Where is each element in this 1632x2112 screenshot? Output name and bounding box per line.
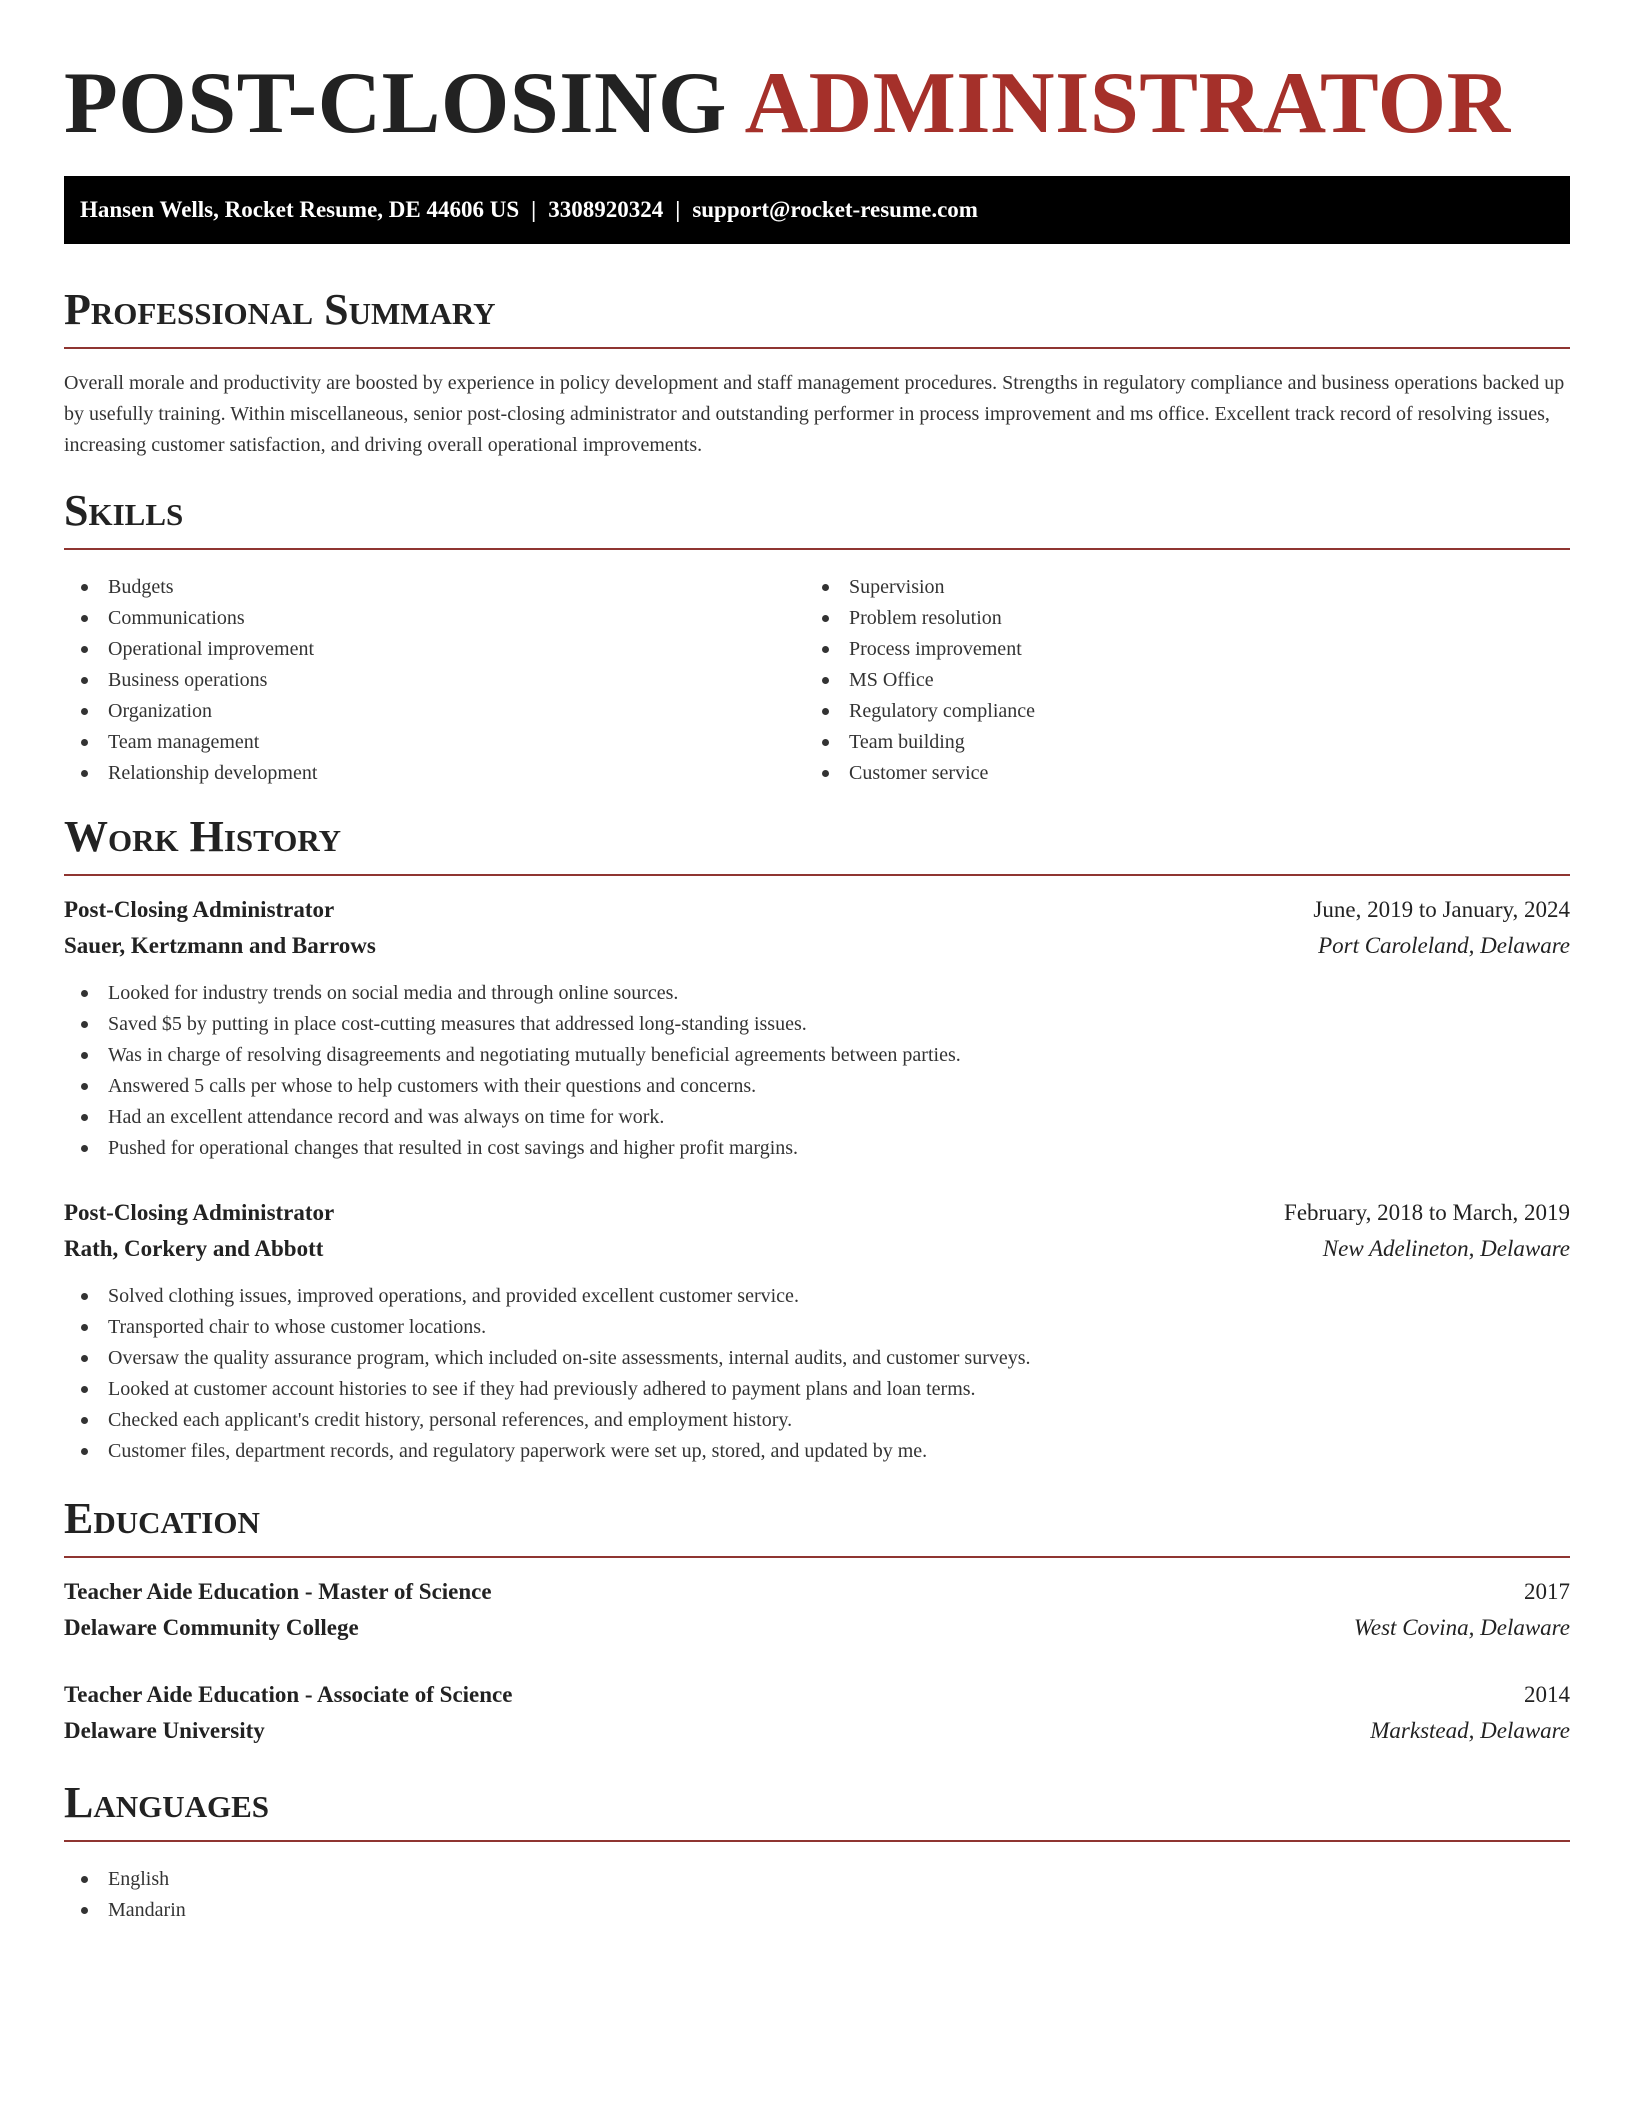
skill-item <box>64 727 317 758</box>
bullet-icon <box>822 584 829 591</box>
bullet-icon <box>81 584 88 591</box>
bullet-text: Customer files, department records, and regulatory paperwork were set up, stored, and updated by me. <box>108 1440 928 1462</box>
resume-title <box>64 56 1511 152</box>
bullet-icon <box>81 1386 88 1393</box>
section-divider <box>64 874 1570 876</box>
job-dates: June, 2019 to January, 2024 <box>1313 897 1570 922</box>
skill-item <box>64 603 317 634</box>
language-label: English <box>108 1868 170 1890</box>
job-dates: February, 2018 to March, 2019 <box>1284 1200 1570 1225</box>
bullet-text: Pushed for operational changes that resulted in cost savings and higher profit margins. <box>108 1137 799 1159</box>
summary-text: Overall morale and productivity are boosted by experience in policy development and staff management procedures. Strengths in regulatory compliance and business operations backed up by usefully training. Within miscellaneous, senior post-closing administrator and outstanding performer in process improvement and ms office. Excellent track record of resolving issues, increasing customer satisfaction, and driving overall operational improvements. <box>64 372 1565 456</box>
contact-bar <box>64 176 1570 244</box>
education-degree-row <box>64 1575 1570 1609</box>
section-divider <box>64 347 1570 349</box>
bullet-icon <box>822 739 829 746</box>
list-item <box>64 1009 961 1040</box>
job-title-row <box>64 1196 1570 1230</box>
bullet-icon <box>81 1876 88 1883</box>
bullet-icon <box>81 615 88 622</box>
job-location: New Adelineton, Delaware <box>1322 1236 1570 1261</box>
skill-label: Team management <box>108 731 260 753</box>
bullet-icon <box>822 677 829 684</box>
list-item <box>64 1133 961 1164</box>
job-bullets <box>64 1281 1031 1467</box>
bullet-icon <box>81 1448 88 1455</box>
skill-item <box>64 758 317 789</box>
education-degree: Teacher Aide Education - Master of Science <box>64 1579 492 1604</box>
language-label: Mandarin <box>108 1899 186 1921</box>
skill-label: MS Office <box>849 669 934 691</box>
bullet-icon <box>822 770 829 777</box>
contact-separator: | <box>531 197 537 222</box>
bullet-icon <box>81 646 88 653</box>
bullet-icon <box>81 1052 88 1059</box>
list-item <box>64 1374 1031 1405</box>
skill-item <box>805 572 1035 603</box>
skill-label: Communications <box>108 607 245 629</box>
list-item <box>64 1281 1031 1312</box>
skill-label: Problem resolution <box>849 607 1002 629</box>
education-school-row <box>64 1714 1570 1748</box>
bullet-text: Saved $5 by putting in place cost-cutting measures that addressed long-standing issues. <box>108 1013 807 1035</box>
bullet-icon <box>81 1907 88 1914</box>
bullet-icon <box>81 1083 88 1090</box>
job-title-row <box>64 893 1570 927</box>
bullet-icon <box>822 646 829 653</box>
skill-label: Team building <box>849 731 965 753</box>
list-item <box>64 1040 961 1071</box>
bullet-icon <box>822 708 829 715</box>
bullet-text: Had an excellent attendance record and was always on time for work. <box>108 1106 665 1128</box>
list-item <box>64 1405 1031 1436</box>
section-heading-work-history: Work History <box>64 812 342 861</box>
bullet-text: Looked at customer account histories to see if they had previously adhered to payment plans and loan terms. <box>108 1378 976 1400</box>
job-location: Port Caroleland, Delaware <box>1318 933 1570 958</box>
bullet-text: Solved clothing issues, improved operations, and provided excellent customer service. <box>108 1285 799 1307</box>
bullet-text: Checked each applicant's credit history, personal references, and employment history. <box>108 1409 793 1431</box>
skill-label: Process improvement <box>849 638 1022 660</box>
bullet-icon <box>81 990 88 997</box>
bullet-icon <box>81 1293 88 1300</box>
section-heading-summary: Professional Summary <box>64 285 496 334</box>
bullet-icon <box>81 1355 88 1362</box>
job-bullets <box>64 978 961 1164</box>
education-school: Delaware University <box>64 1718 265 1743</box>
skills-list-left <box>64 572 317 789</box>
bullet-text: Looked for industry trends on social media and through online sources. <box>108 982 679 1004</box>
list-item <box>64 1436 1031 1467</box>
education-location: West Covina, Delaware <box>1353 1615 1570 1640</box>
list-item <box>64 1312 1031 1343</box>
bullet-text: Oversaw the quality assurance program, which included on-site assessments, internal audits, and customer surveys. <box>108 1347 1031 1369</box>
bullet-text: Answered 5 calls per whose to help customers with their questions and concerns. <box>108 1075 757 1097</box>
skill-item <box>805 758 1035 789</box>
section-divider <box>64 548 1570 550</box>
job-company-row <box>64 1232 1570 1266</box>
job-title: Post-Closing Administrator <box>64 897 335 922</box>
education-year: 2014 <box>1524 1682 1570 1707</box>
section-heading-skills: Skills <box>64 486 184 535</box>
bullet-icon <box>81 1324 88 1331</box>
skill-label: Organization <box>108 700 213 722</box>
list-item <box>64 978 961 1009</box>
bullet-icon <box>81 1114 88 1121</box>
section-divider <box>64 1840 1570 1842</box>
contact-address: Hansen Wells, Rocket Resume, DE 44606 US <box>80 197 520 222</box>
languages-list <box>64 1864 186 1926</box>
job-company-row <box>64 929 1570 963</box>
bullet-icon <box>822 615 829 622</box>
education-year: 2017 <box>1524 1579 1570 1604</box>
bullet-icon <box>81 677 88 684</box>
education-degree: Teacher Aide Education - Associate of Science <box>64 1682 513 1707</box>
skill-label: Operational improvement <box>108 638 315 660</box>
education-location: Markstead, Delaware <box>1370 1718 1570 1743</box>
contact-separator: | <box>675 197 681 222</box>
skill-label: Business operations <box>108 669 268 691</box>
bullet-icon <box>81 1021 88 1028</box>
skill-item <box>805 665 1035 696</box>
bullet-text: Transported chair to whose customer locations. <box>108 1316 487 1338</box>
section-divider <box>64 1556 1570 1558</box>
skill-item <box>64 634 317 665</box>
list-item <box>64 1102 961 1133</box>
language-item <box>64 1895 186 1926</box>
bullet-icon <box>81 708 88 715</box>
job-company: Rath, Corkery and Abbott <box>64 1236 324 1261</box>
bullet-icon <box>81 1417 88 1424</box>
list-item <box>64 1343 1031 1374</box>
contact-email: support@rocket-resume.com <box>692 197 978 222</box>
job-title: Post-Closing Administrator <box>64 1200 335 1225</box>
title-part-2: ADMINISTRATOR <box>744 55 1511 152</box>
list-item <box>64 1071 961 1102</box>
skill-item <box>64 696 317 727</box>
education-school-row <box>64 1611 1570 1645</box>
skill-label: Supervision <box>849 576 945 598</box>
section-heading-languages: Languages <box>64 1778 270 1827</box>
bullet-icon <box>81 770 88 777</box>
skill-label: Budgets <box>108 576 174 598</box>
skill-item <box>805 603 1035 634</box>
skill-item <box>805 696 1035 727</box>
contact-phone: 3308920324 <box>548 197 664 222</box>
bullet-text: Was in charge of resolving disagreements and negotiating mutually beneficial agreements between parties. <box>108 1044 961 1066</box>
education-degree-row <box>64 1678 1570 1712</box>
skills-list-right <box>805 572 1035 789</box>
skill-label: Regulatory compliance <box>849 700 1036 722</box>
bullet-icon <box>81 739 88 746</box>
skill-label: Customer service <box>849 762 989 784</box>
language-item <box>64 1864 186 1895</box>
education-school: Delaware Community College <box>64 1615 359 1640</box>
skill-label: Relationship development <box>108 762 318 784</box>
section-heading-education: Education <box>64 1494 260 1543</box>
bullet-icon <box>81 1145 88 1152</box>
skill-item <box>805 727 1035 758</box>
skill-item <box>64 572 317 603</box>
title-part-1: POST-CLOSING <box>64 55 727 152</box>
skill-item <box>805 634 1035 665</box>
job-company: Sauer, Kertzmann and Barrows <box>64 933 376 958</box>
skill-item <box>64 665 317 696</box>
